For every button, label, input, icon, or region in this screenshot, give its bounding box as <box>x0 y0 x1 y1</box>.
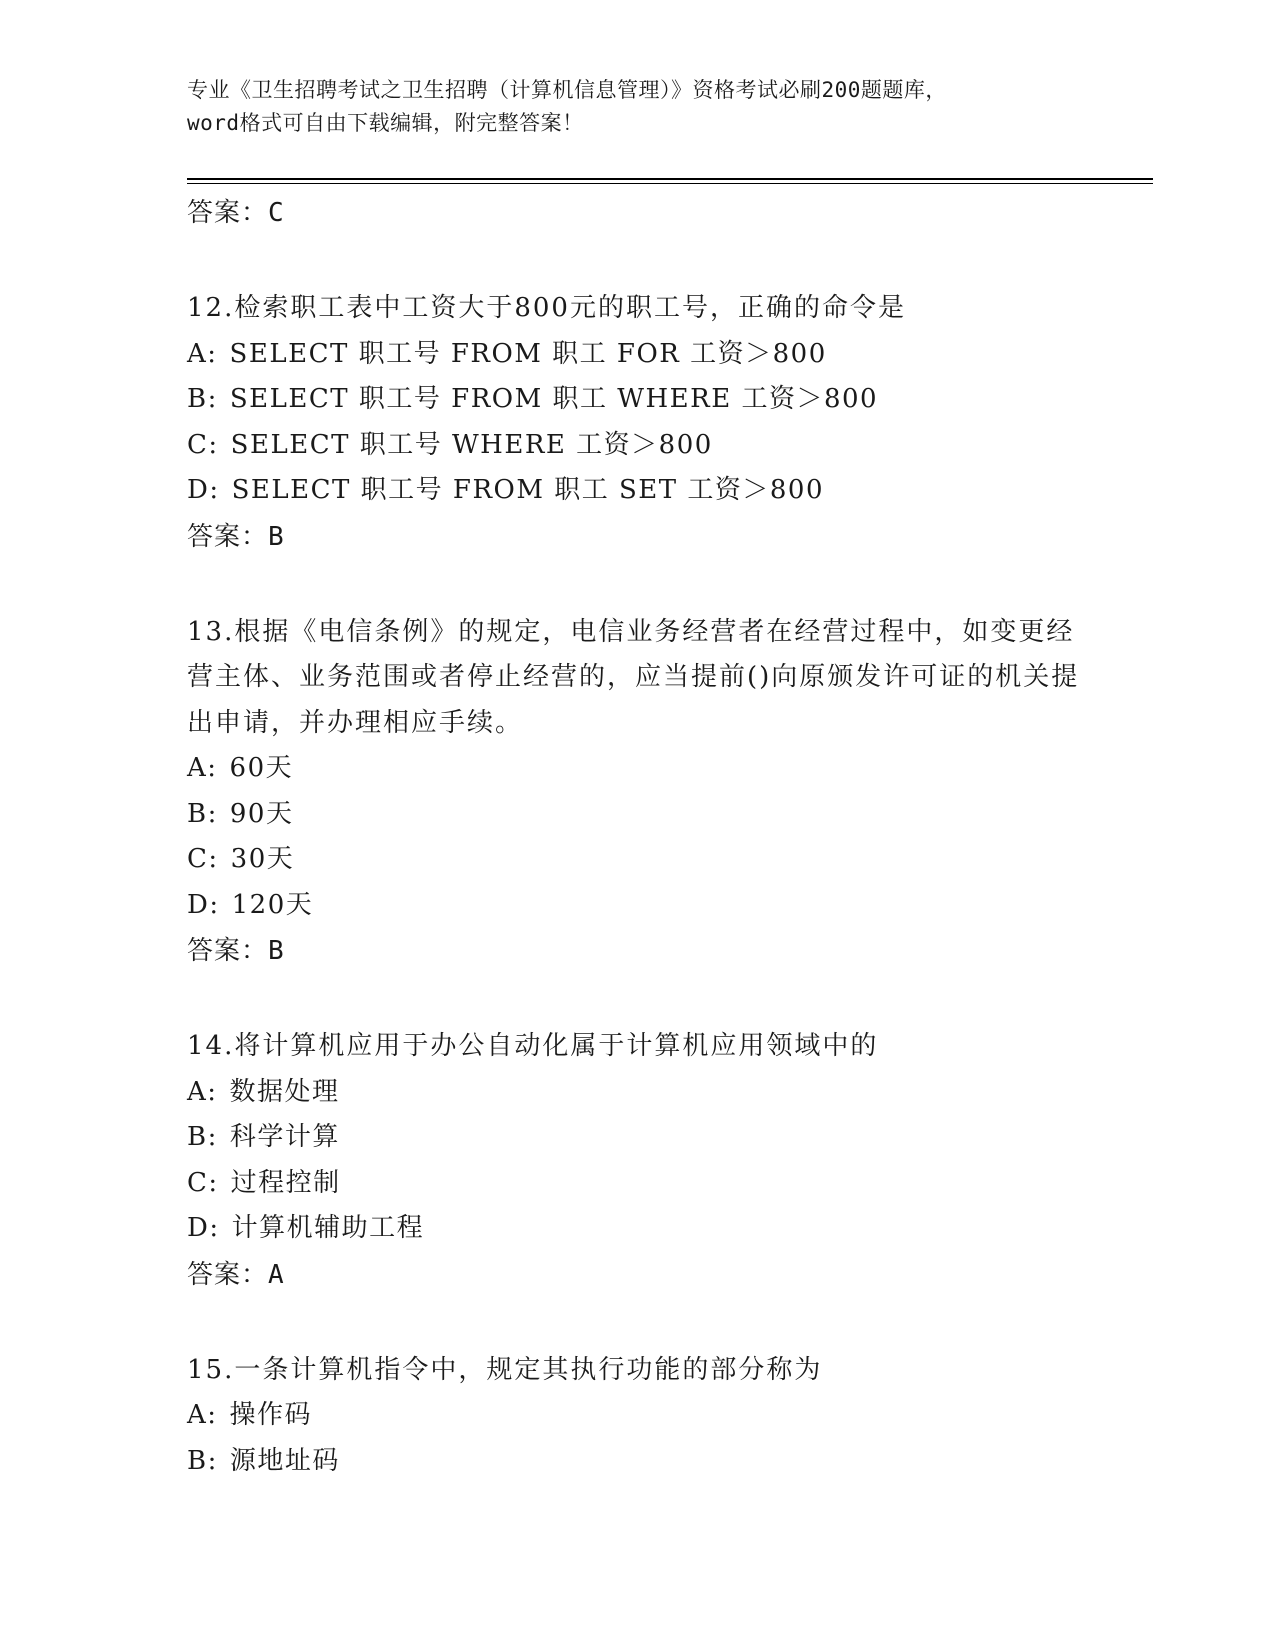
option-letter: A: <box>187 338 218 369</box>
option-text: 源地址码 <box>229 1445 340 1476</box>
spacer <box>187 1298 1087 1348</box>
option-b <box>187 792 1087 838</box>
option-text: SELECT 职工号 FROM 职工 WHERE 工资＞800 <box>229 384 879 414</box>
spacer <box>187 236 1087 286</box>
option-b <box>187 1439 1087 1485</box>
option-letter: B: <box>187 1122 218 1152</box>
option-b <box>187 377 1087 423</box>
question-block <box>187 610 1087 975</box>
option-letter: C: <box>187 844 219 874</box>
question-block <box>187 1348 1087 1485</box>
document-header <box>187 74 1087 140</box>
option-letter: C: <box>187 429 219 460</box>
question-stem: 12.检索职工表中工资大于800元的职工号，正确的命令是 <box>187 293 906 323</box>
question-list <box>187 190 1087 1484</box>
option-text: SELECT 职工号 FROM 职工 FOR 工资＞800 <box>229 338 827 369</box>
option-letter: A: <box>187 1400 218 1430</box>
option-letter: D: <box>187 889 220 920</box>
question-stem: 14.将计算机应用于办公自动化属于计算机应用领域中的 <box>187 1031 879 1061</box>
option-a <box>187 1393 1087 1439</box>
option-letter: C: <box>187 1167 219 1198</box>
question-block <box>187 1024 1087 1298</box>
option-d <box>187 883 1087 929</box>
option-text: 操作码 <box>229 1400 313 1430</box>
answer-line: 答案：B <box>187 521 285 552</box>
option-text: 过程控制 <box>230 1167 341 1198</box>
option-letter: A: <box>187 1076 218 1107</box>
option-c <box>187 837 1087 883</box>
option-a <box>187 746 1087 792</box>
option-letter: A: <box>187 753 218 783</box>
option-d <box>187 468 1087 514</box>
spacer <box>187 560 1087 610</box>
option-letter: B: <box>187 798 218 829</box>
header-rule-thin <box>187 183 1153 184</box>
option-a <box>187 1070 1087 1116</box>
option-letter: B: <box>187 1445 218 1476</box>
header-rule-thick <box>187 178 1153 180</box>
option-text: 数据处理 <box>229 1076 340 1107</box>
option-letter: D: <box>187 1213 220 1243</box>
answer-line: 答案：A <box>187 1259 285 1290</box>
spacer <box>187 974 1087 1024</box>
option-text: 计算机辅助工程 <box>231 1213 425 1243</box>
option-d <box>187 1206 1087 1252</box>
question-stem: 13.根据《电信条例》的规定，电信业务经营者在经营过程中，如变更经营主体、业务范围或者停止经营的，应当提前()向原颁发许可证的机关提出申请，并办理相应手续。 <box>187 616 1080 738</box>
option-letter: B: <box>187 384 218 414</box>
option-c <box>187 1161 1087 1207</box>
option-a <box>187 332 1087 378</box>
option-text: SELECT 职工号 WHERE 工资＞800 <box>230 429 713 460</box>
option-text: 120天 <box>231 889 314 920</box>
option-letter: D: <box>187 475 220 505</box>
question-block <box>187 286 1087 560</box>
question-stem: 15.一条计算机指令中，规定其执行功能的部分称为 <box>187 1354 823 1385</box>
option-text: 30天 <box>230 844 295 874</box>
option-b <box>187 1115 1087 1161</box>
option-text: 60天 <box>229 753 294 783</box>
option-text: SELECT 职工号 FROM 职工 SET 工资＞800 <box>231 475 825 505</box>
header-line-2: word格式可自由下载编辑，附完整答案！ <box>187 111 584 135</box>
option-text: 科学计算 <box>229 1122 340 1152</box>
answer-line: 答案：C <box>187 198 285 228</box>
header-line-1: 专业《卫生招聘考试之卫生招聘（计算机信息管理）》资格考试必刷200题题库， <box>187 78 947 102</box>
answer-line: 答案：B <box>187 936 285 966</box>
option-text: 90天 <box>229 798 294 829</box>
option-c <box>187 423 1087 469</box>
